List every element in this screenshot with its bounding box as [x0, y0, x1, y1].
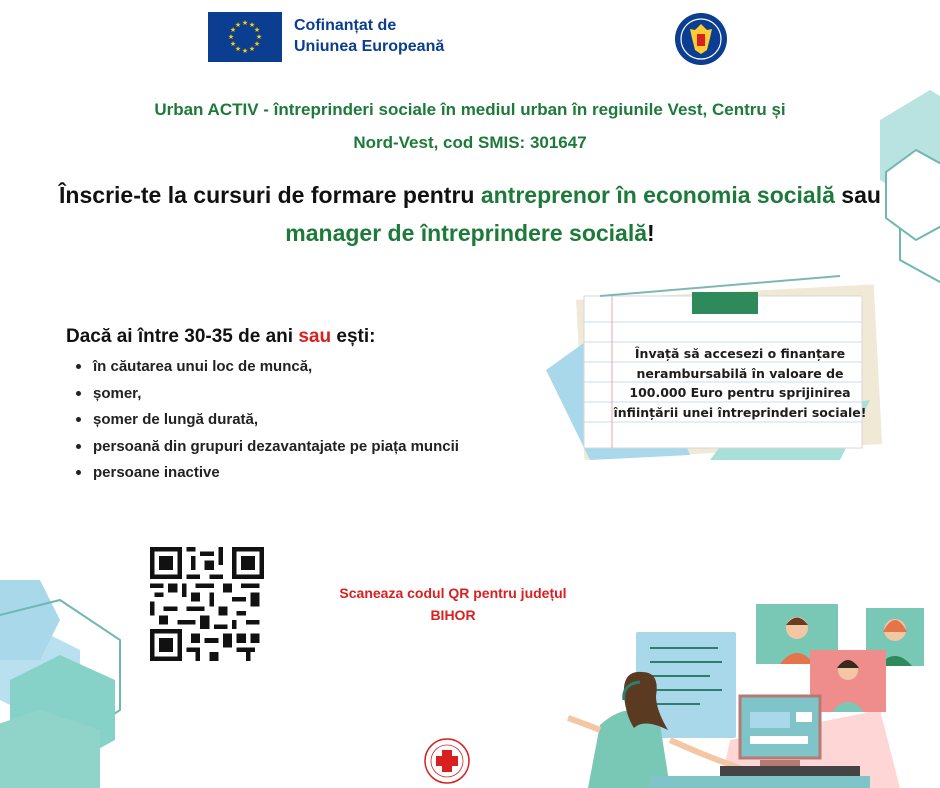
headline-part2: sau	[834, 182, 881, 208]
note-line4: înființării unei întreprinderi sociale!	[613, 404, 867, 420]
government-seal-icon	[674, 12, 728, 66]
qr-code[interactable]	[150, 546, 264, 662]
list-item: în căutarea unui loc de muncă,	[74, 354, 459, 381]
eu-flag-icon	[208, 12, 282, 62]
headline-part3: !	[647, 220, 655, 246]
eu-cofinancing-logo	[208, 12, 488, 62]
svg-text:★: ★	[253, 40, 261, 48]
svg-text:★: ★	[253, 26, 261, 34]
svg-text:★: ★	[229, 26, 237, 34]
headline-highlight-manager: manager de întreprindere socială	[285, 220, 648, 246]
list-item: persoană din grupuri dezavantajate pe piața muncii	[74, 434, 459, 461]
svg-text:★: ★	[234, 45, 242, 53]
list-item: șomer,	[74, 381, 459, 408]
headline-part1: Înscrie-te la cursuri de formare pentru	[59, 182, 481, 208]
note-card-text	[612, 344, 868, 422]
svg-text:★: ★	[248, 21, 256, 29]
project-title-line2: Nord-Vest, cod SMIS: 301647	[353, 133, 587, 152]
headline	[40, 176, 900, 252]
note-line1: Învață să accesezi o finanțare	[634, 346, 846, 361]
eligibility-heading-end: ești:	[331, 326, 376, 347]
scan-instruction-county: BIHOR	[430, 607, 476, 623]
eligibility-heading-start: Dacă ai între 30-35 de ani	[66, 326, 299, 347]
svg-text:★: ★	[229, 40, 237, 48]
headline-highlight-entrepreneur: antreprenor în economia socială	[480, 182, 835, 208]
eligibility-list	[74, 354, 459, 487]
svg-text:★: ★	[248, 45, 256, 53]
list-item: șomer de lungă durată,	[74, 407, 459, 434]
svg-text:★: ★	[241, 47, 249, 55]
svg-text:★: ★	[227, 33, 235, 41]
red-cross-crest-icon	[424, 738, 470, 784]
project-title-line1: Urban ACTIV - întreprinderi sociale în mediul urban în regiunile Vest, Centru și	[154, 100, 786, 119]
eligibility-heading-sau: sau	[298, 326, 332, 347]
eu-logo-line2: Uniunea Europeană	[294, 38, 445, 55]
project-title	[40, 93, 900, 159]
eligibility-heading	[66, 326, 375, 348]
svg-text:★: ★	[255, 33, 263, 41]
decorative-hexagons-left	[0, 580, 140, 788]
scan-instruction-line1: Scaneaza codul QR pentru județul	[339, 585, 567, 601]
svg-text:★: ★	[234, 21, 242, 29]
note-line2: nerambursabilă în valoare de	[636, 365, 844, 381]
online-learning-illustration	[560, 600, 940, 788]
svg-text:★: ★	[241, 19, 249, 27]
eu-logo-line1: Cofinanțat de	[294, 17, 397, 34]
list-item: persoane inactive	[74, 460, 459, 487]
note-line3: 100.000 Euro pentru sprijinirea	[629, 385, 851, 400]
